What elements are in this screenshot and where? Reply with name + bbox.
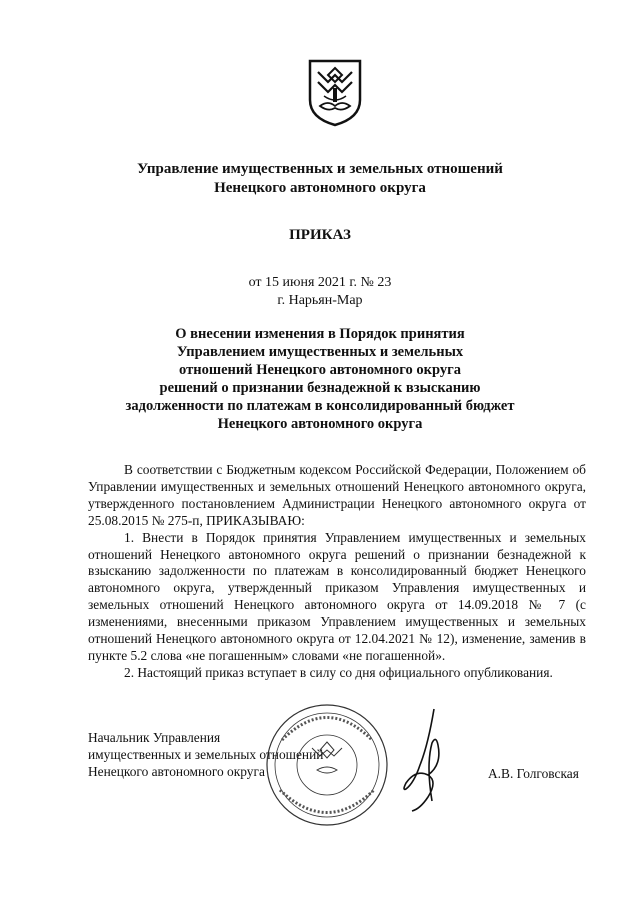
title-line: Управлением имущественных и земельных: [176, 344, 464, 360]
title-line: задолженности по платежам в консолидированный бюджет: [125, 398, 515, 414]
org-line-1: Управление имущественных и земельных отношений: [137, 161, 503, 177]
date-number: от 15 июня 2021 г. № 23: [248, 275, 392, 290]
signatory-position: [88, 729, 323, 780]
title-line: отношений Ненецкого автономного округа: [179, 362, 461, 378]
document-type: ПРИКАЗ: [289, 227, 351, 243]
position-line: Начальник Управления: [88, 730, 221, 745]
organization-name: [60, 160, 580, 198]
title-line: Ненецкого автономного округа: [217, 416, 423, 432]
position-line: Ненецкого автономного округа: [88, 764, 265, 779]
coat-of-arms-emblem: [306, 58, 364, 128]
order-title: [90, 325, 550, 433]
preamble-paragraph: В соответствии с Бюджетным кодексом Российской Федерации, Положением об Управлении имущественных и земельных отношений Ненецкого автономного округа, утвержденного постановлением Администрации Ненецкого автономного округа от 25.08.2015 № 275-п, ПРИКАЗЫВАЮ:: [88, 462, 586, 528]
position-line: имущественных и земельных отношений: [88, 747, 324, 762]
order-body: [88, 462, 586, 682]
signatory-name: А.В. Голговская: [488, 766, 579, 781]
city: г. Нарьян-Мар: [277, 293, 363, 308]
handwritten-signature: [398, 705, 448, 815]
title-line: решений о признании безнадежной к взысканию: [159, 380, 481, 396]
title-line: О внесении изменения в Порядок принятия: [175, 326, 465, 342]
date-and-place: [0, 274, 640, 310]
org-line-2: Ненецкого автономного округа: [214, 180, 426, 196]
item-2-paragraph: 2. Настоящий приказ вступает в силу со дня официального опубликования.: [124, 664, 553, 680]
item-1-paragraph: 1. Внести в Порядок принятия Управлением имущественных и земельных отношений Ненецкого автономного округа решений о признании безнадежной к взысканию задолженности по платежам в консолидированный бюджет Ненецкого автономного округа, утвержденный приказом Управления имущественных и земельных отношений Ненецкого автономного округа от 14.09.2018 № 7 (с изменениями, внесенными приказом Управлением имущественных и земельных отношений Ненецкого автономного округа от 12.04.2021 № 12), изменение, заменив в пункте 5.2 слова «не погашенным» словами «не погашенной».: [88, 529, 586, 663]
